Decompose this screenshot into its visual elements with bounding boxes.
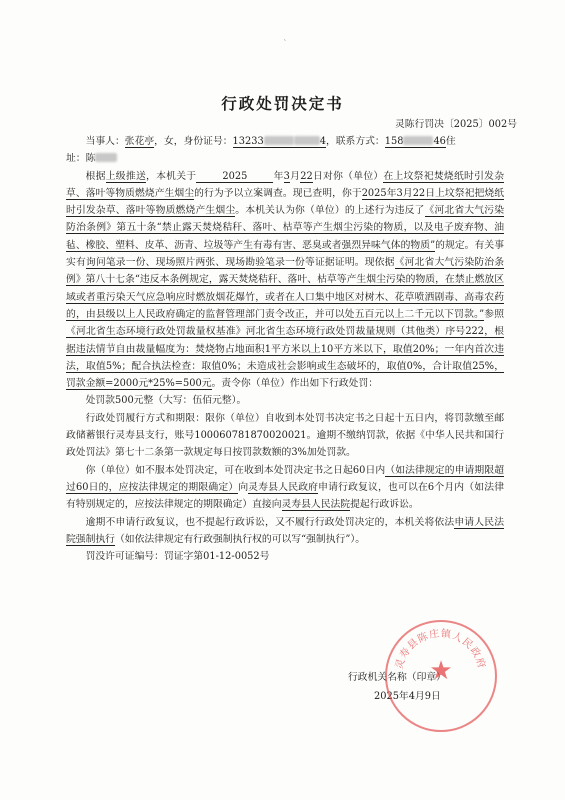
id-number: 13233 4 (232, 136, 326, 147)
redacted-block (95, 153, 117, 162)
scan-mark-icon: ˋ (283, 40, 288, 50)
payment-paragraph: 行政处罚履行方式和期限：限你（单位）自收到本处罚书决定书之日起十五日内，将罚款缴至邮政储蓄银行灵寿县支行，账号100060781870020021。逾期不缴纳罚款，依据《中华人民共和国行政处罚法》第七十二条第一款规定每日按罚款数额的3%加处罚款。 (66, 412, 504, 459)
svg-text:灵寿县陈庄镇人民政府: 灵寿县陈庄镇人民政府 (393, 628, 488, 671)
issuing-authority: 行政机关名称（印章） (348, 672, 446, 683)
penalty-paragraph: 处罚款500元整（大写：伍佰元整）。 (85, 395, 247, 407)
redacted-block (294, 136, 320, 145)
issue-date: 2025年4月9日 (374, 691, 441, 702)
party-address: 址：陈 (66, 150, 504, 167)
document-title: 行政处罚决定书 (221, 94, 344, 113)
redacted-block (264, 136, 294, 145)
enforcement-paragraph: 逾期不申请行政复议，也不提起行政诉讼，又不履行行政处罚决定的，本机关将依法申请人民法院强制执行（如依法律规定有行政强制执行权的可以写“强制执行”）。 (66, 516, 505, 545)
document-body (66, 133, 504, 565)
seal-star-icon: ★ (429, 656, 453, 686)
party-name: 张花亭 (124, 136, 155, 147)
official-seal (385, 620, 497, 732)
redacted-block (403, 136, 433, 145)
phone-number: 158 46 (384, 136, 446, 147)
document-number: 灵陈行罚决〔2025〕002号 (394, 119, 517, 130)
facts-paragraph: 根据上级推送，本机关于 2025 年3月22日对你（单位）在上坟祭祀焚烧纸时引发杂草、落叶等物质燃烧产生烟尘的行为予以立案调查。现已查明，你于2025年3月22日上坟祭祀把烧纸时引发杂草、落叶等物质燃烧产生烟尘。本机关认为你（单位）的上述行为违反了《河北省大气污染防治条例》第五十条“禁止露天焚烧秸秆、落叶、枯草等产生烟尘污染的物质，以及电子废弃物、油毡、橡胶、塑料、皮革、沥青、垃圾等产生有毒有害、恶臭或者强烈异味气体的物质”的规定。有关事实有询问笔录一份、现场照片两张、现场勘验笔录一份等证据证明。现依据《河北省大气污染防治条例》第八十七条“违反本条例规定，露天焚烧秸秆、落叶、枯草等产生烟尘污染的物质，在禁止燃放区域或者重污染天气应急响应时燃放烟花爆竹，或者在人口集中地区对树木、花草喷洒剧毒、高毒农药的，由县级以上人民政府确定的监督管理部门责令改正，并可以处五百元以上二千元以下罚款。”参照《河北省生态环境行政处罚裁量权基准》河北省生态环境行政处罚裁量规则（其他类）序号222，根据违法情节自由裁量幅度为：焚烧物占地面积1平方米以上10平方米以下，取值20%；一年内首次违法，取值5%；配合执法检查：取值0%；未造成社会影响或生态破坏的，取值0%，合计取值25%，罚款金额=2000元*25%=500元。责令你（单位）作出如下行政处罚： (66, 170, 505, 390)
party-info: 当事人：张花亭，女，身份证号：13233 4，联系方式：158 46住 (85, 136, 456, 147)
license-number: 罚没许可证编号：罚证字第01-12-0052号 (85, 551, 270, 563)
appeal-paragraph: 你（单位）如不服本处罚决定，可在收到本处罚决定书之日起60日内（如法律规定的申请期限超过60日的，应按法律规定的期限确定）向灵寿县人民政府申请行政复议，也可以在6个月内（如法律有特别规定的，应按法律规定的期限确定）直接向灵寿县人民法院提起行政诉讼。 (66, 464, 505, 511)
